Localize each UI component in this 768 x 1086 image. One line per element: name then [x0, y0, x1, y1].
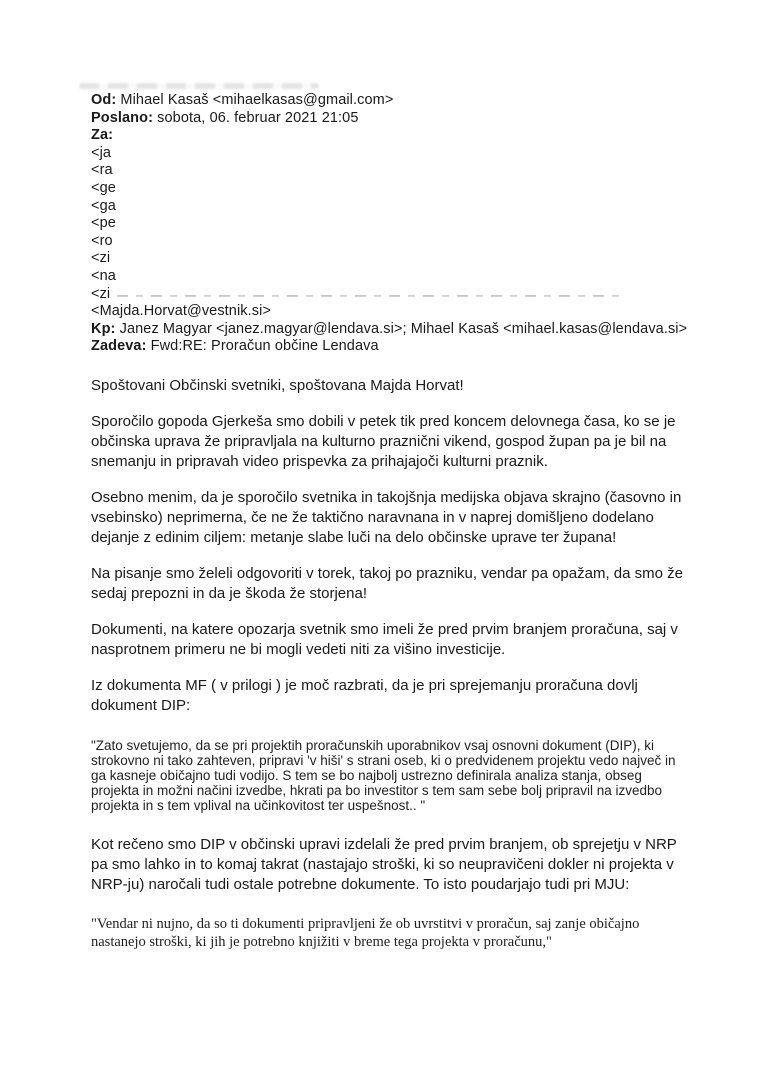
recipient-redacted-line: [91, 286, 683, 304]
header-sent-value: sobota, 06. februar 2021 21:05: [157, 109, 359, 126]
recipient-redacted-line: <ge: [91, 179, 116, 196]
paragraph-documents: Dokumenti, na katere opozarja svetnik smo imeli že pred prvim branjem proračuna, saj v nasprotnem primeru ne bi mogli vedeti niti za višino investicije.: [91, 620, 678, 658]
redacted-text-smudge: [79, 83, 319, 89]
paragraph-personal-opinion: Osebno menim, da je sporočilo svetnika in takojšnja medijska objava skrajno (časovno in vsebinsko) neprimerna, če ne že taktično naravnana in v naprej domišljeno dodelano dejanje z edinim ciljem: metanje slabe luči na delo občinske uprave ter župana!: [91, 488, 682, 546]
header-cc-value: Janez Magyar <janez.magyar@lendava.si>; Mihael Kasaš <mihael.kasas@lendava.si>: [119, 320, 688, 337]
header-subject-value: Fwd:RE: Proračun občine Lendava: [150, 338, 379, 355]
paragraph-mf-document-intro: Iz dokumenta MF ( v prilogi ) je moč razbrati, da je pri sprejemanju proračuna dovlj dokument DIP:: [91, 676, 638, 714]
recipient-redacted-line: <ro: [91, 232, 113, 249]
header-sent: [91, 110, 683, 128]
recipient-redacted-line: <ja: [91, 144, 112, 161]
header-subject: [91, 338, 683, 356]
email-content: [91, 92, 688, 951]
email-body: [91, 376, 683, 951]
header-subject-label: Zadeva:: [91, 338, 147, 355]
recipient-redacted-line: <na: [91, 267, 116, 284]
header-cc: [91, 320, 688, 339]
recipient-redacted-line: <ra: [91, 162, 113, 179]
header-from: [91, 92, 683, 110]
header-to: [91, 127, 683, 145]
recipient-redacted-prefix: <zi: [91, 285, 111, 302]
header-from-value: Mihael Kasaš <mihaelkasas@gmail.com>: [120, 92, 394, 108]
header-from-label: Od:: [91, 92, 117, 108]
recipient-redacted-line: <ga: [91, 197, 116, 214]
header-sent-label: Poslano:: [91, 109, 154, 126]
redacted-text-remnant: [117, 287, 622, 298]
header-cc-label: Kp:: [91, 320, 116, 337]
quote-mju: "Vendar ni nujno, da so ti dokumenti pripravljeni že ob uvrstitvi v proračun, saj zanje običajno nastanejo stroški, ki jih je potrebno knjižiti v breme tega projekta v proračunu,": [91, 915, 640, 950]
header-to-label: Za:: [91, 127, 114, 144]
salutation: Spoštovani Občinski svetniki, spoštovana Majda Horvat!: [91, 376, 464, 394]
recipient-visible: <Majda.Horvat@vestnik.si>: [91, 303, 272, 320]
paragraph-dip-nrp: Kot rečeno smo DIP v občinski upravi izdelali že pred prvim branjem, ob sprejetju v NRP pa smo lahko in to komaj takrat (nastajajo stroški, ki so neupravičeni dokler ni projekta v NRP-ju) naročali tudi ostale potrebne dokumente. To isto poudarjajo tudi pri MJU:: [91, 835, 677, 893]
recipient-redacted-line: <zi: [91, 250, 111, 267]
paragraph-reply-timing: Na pisanje smo želeli odgovoriti v torek, takoj po prazniku, vendar pa opažam, da smo že sedaj prepozni in da je škoda že storjena!: [91, 564, 683, 602]
recipient-redacted-line: <pe: [91, 215, 116, 232]
email-headers: [91, 92, 688, 356]
paragraph-received-message: Sporočilo gopoda Gjerkeša smo dobili v petek tik pred koncem delovnega časa, ko se je občinska uprava že pripravljala na kulturno praznični vikend, gospod župan pa je bil na snemanju in pripravah video prispevka za prihajajoči kulturni praznik.: [91, 412, 676, 470]
quote-mf-document: "Zato svetujemo, da se pri projektih proračunskih uporabnikov vsaj osnovni dokument (DIP), ki strokovno ni tako zahteven, pripravi 'v hiši' s strani oseb, ki o predvidenem projektu vedo največ in ga kasneje običajno tudi vodijo. S tem se bo najbolj ustrezno definirala analiza stanja, obseg projekta in možni načini izvedbe, hkrati pa bo investitor s tem sam sebe bolj pripravil na izvedbo projekta in s tem vplival na učinkovitost ter uspešnost.. ": [91, 737, 676, 813]
